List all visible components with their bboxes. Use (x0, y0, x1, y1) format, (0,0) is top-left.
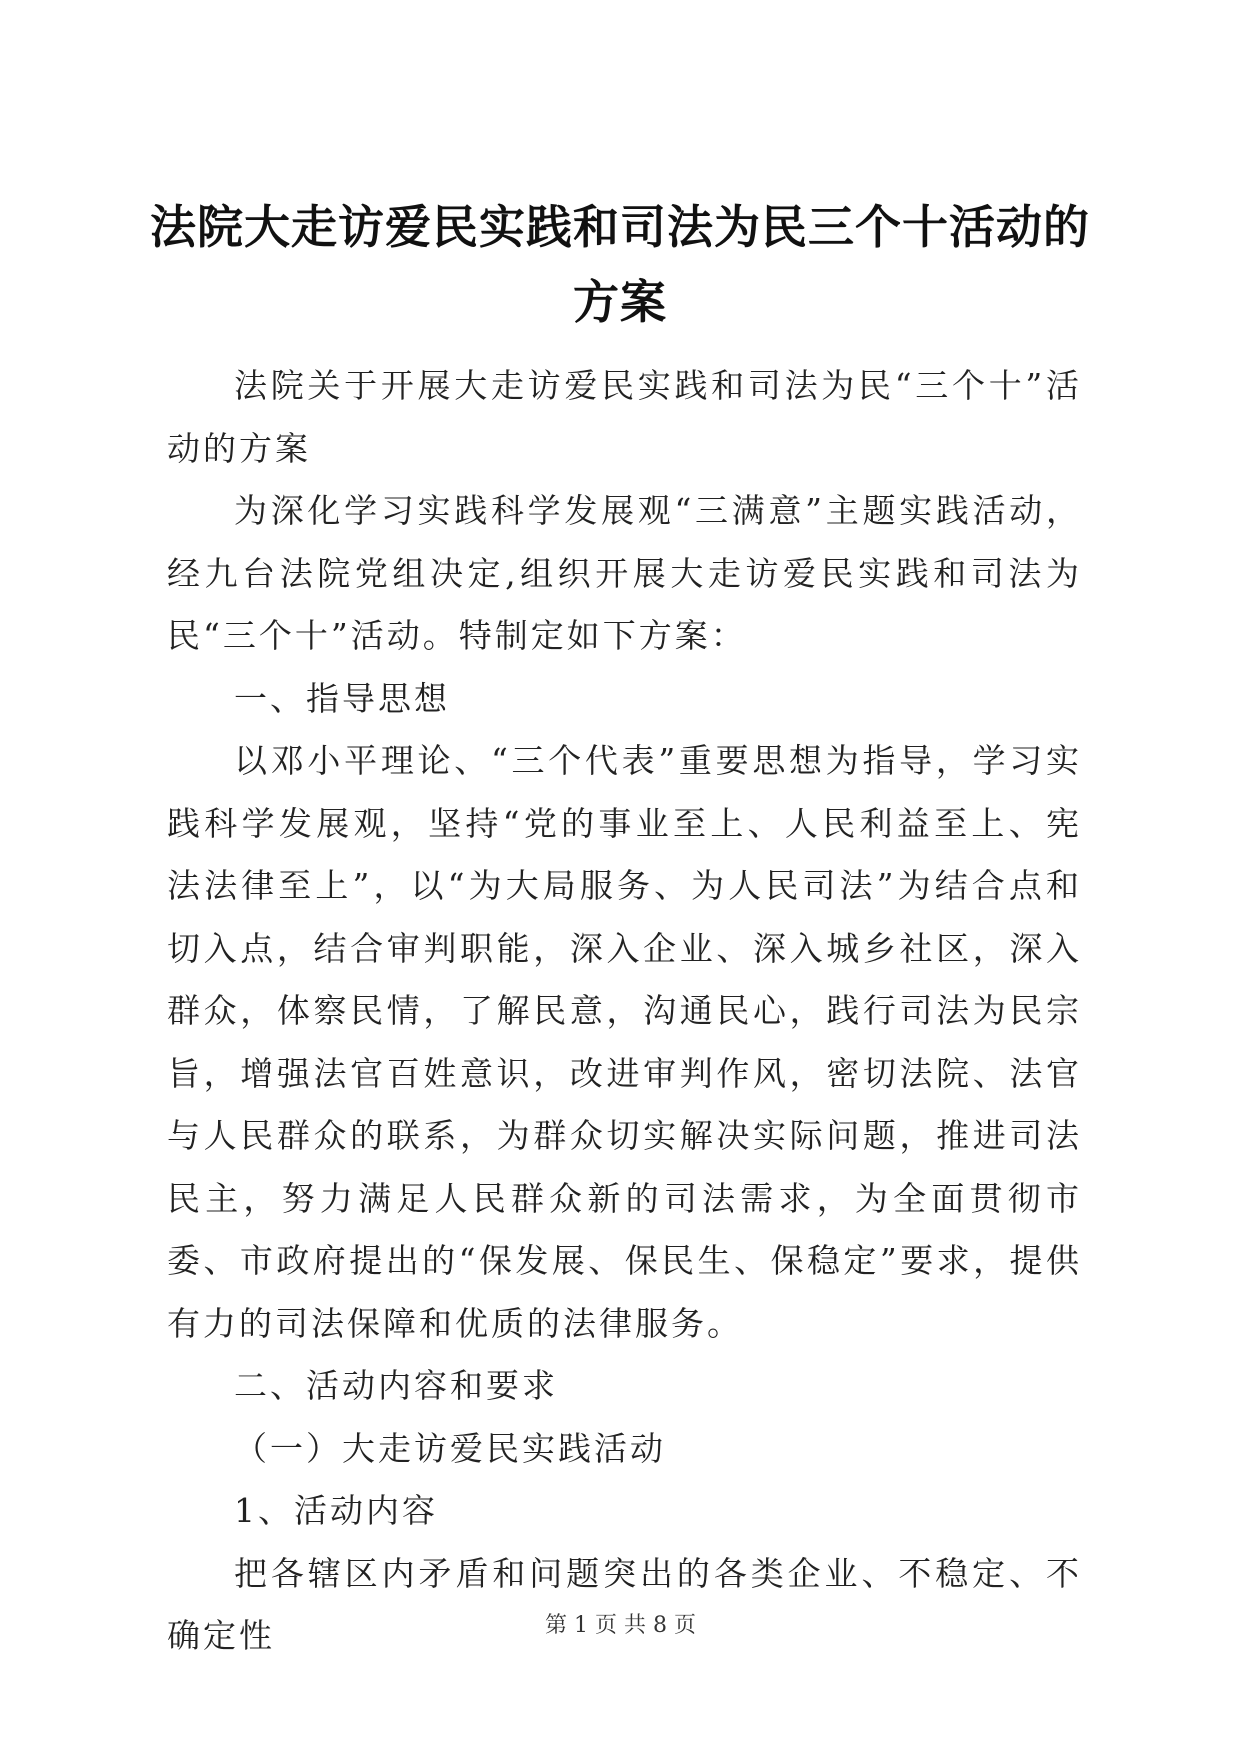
page-number-footer: 第 1 页 共 8 页 (545, 1613, 696, 1638)
document-title (150, 190, 1090, 340)
section-heading-guiding-ideology: 一、指导思想 (234, 678, 450, 718)
document-body (167, 355, 1082, 1668)
paragraph-guiding-ideology: 以邓小平理论、“三个代表”重要思想为指导，学习实践科学发展观，坚持“党的事业至上、人民利益至上、宪法法律至上”，以“为大局服务、为人民司法”为结合点和切入点，结合审判职能，深入企业、深入城乡社区，深入群众，体察民情，了解民意，沟通民心，践行司法为民宗旨，增强法官百姓意识，改进审判作风，密切法院、法官与人民群众的联系，为群众切实解决实际问题，推进司法民主，努力满足人民群众新的司法需求，为全面贯彻市委、市政府提出的“保发展、保民生、保稳定”要求，提供有力的司法保障和优质的法律服务。 (167, 741, 1082, 1343)
title-line-1: 法院大走访爱民实践和司法为民三个十活动的 (150, 200, 1090, 254)
subsection-heading-visit-activity: （一）大走访爱民实践活动 (234, 1428, 666, 1468)
item-heading-activity-content: 1、活动内容 (234, 1491, 438, 1530)
title-line-2: 方案 (573, 275, 667, 329)
section-heading-content-requirements: 二、活动内容和要求 (234, 1366, 558, 1405)
paragraph-intro: 为深化学习实践科学发展观“三满意”主题实践活动，经九台法院党组决定,组织开展大走访爱民实践和司法为民“三个十”活动。特制定如下方案： (167, 491, 1082, 655)
paragraph-subtitle: 法院关于开展大走访爱民实践和司法为民“三个十”活动的方案 (167, 366, 1082, 468)
paragraph-activity-content: 把各辖区内矛盾和问题突出的各类企业、不稳定、不确定性 (167, 1553, 1082, 1655)
